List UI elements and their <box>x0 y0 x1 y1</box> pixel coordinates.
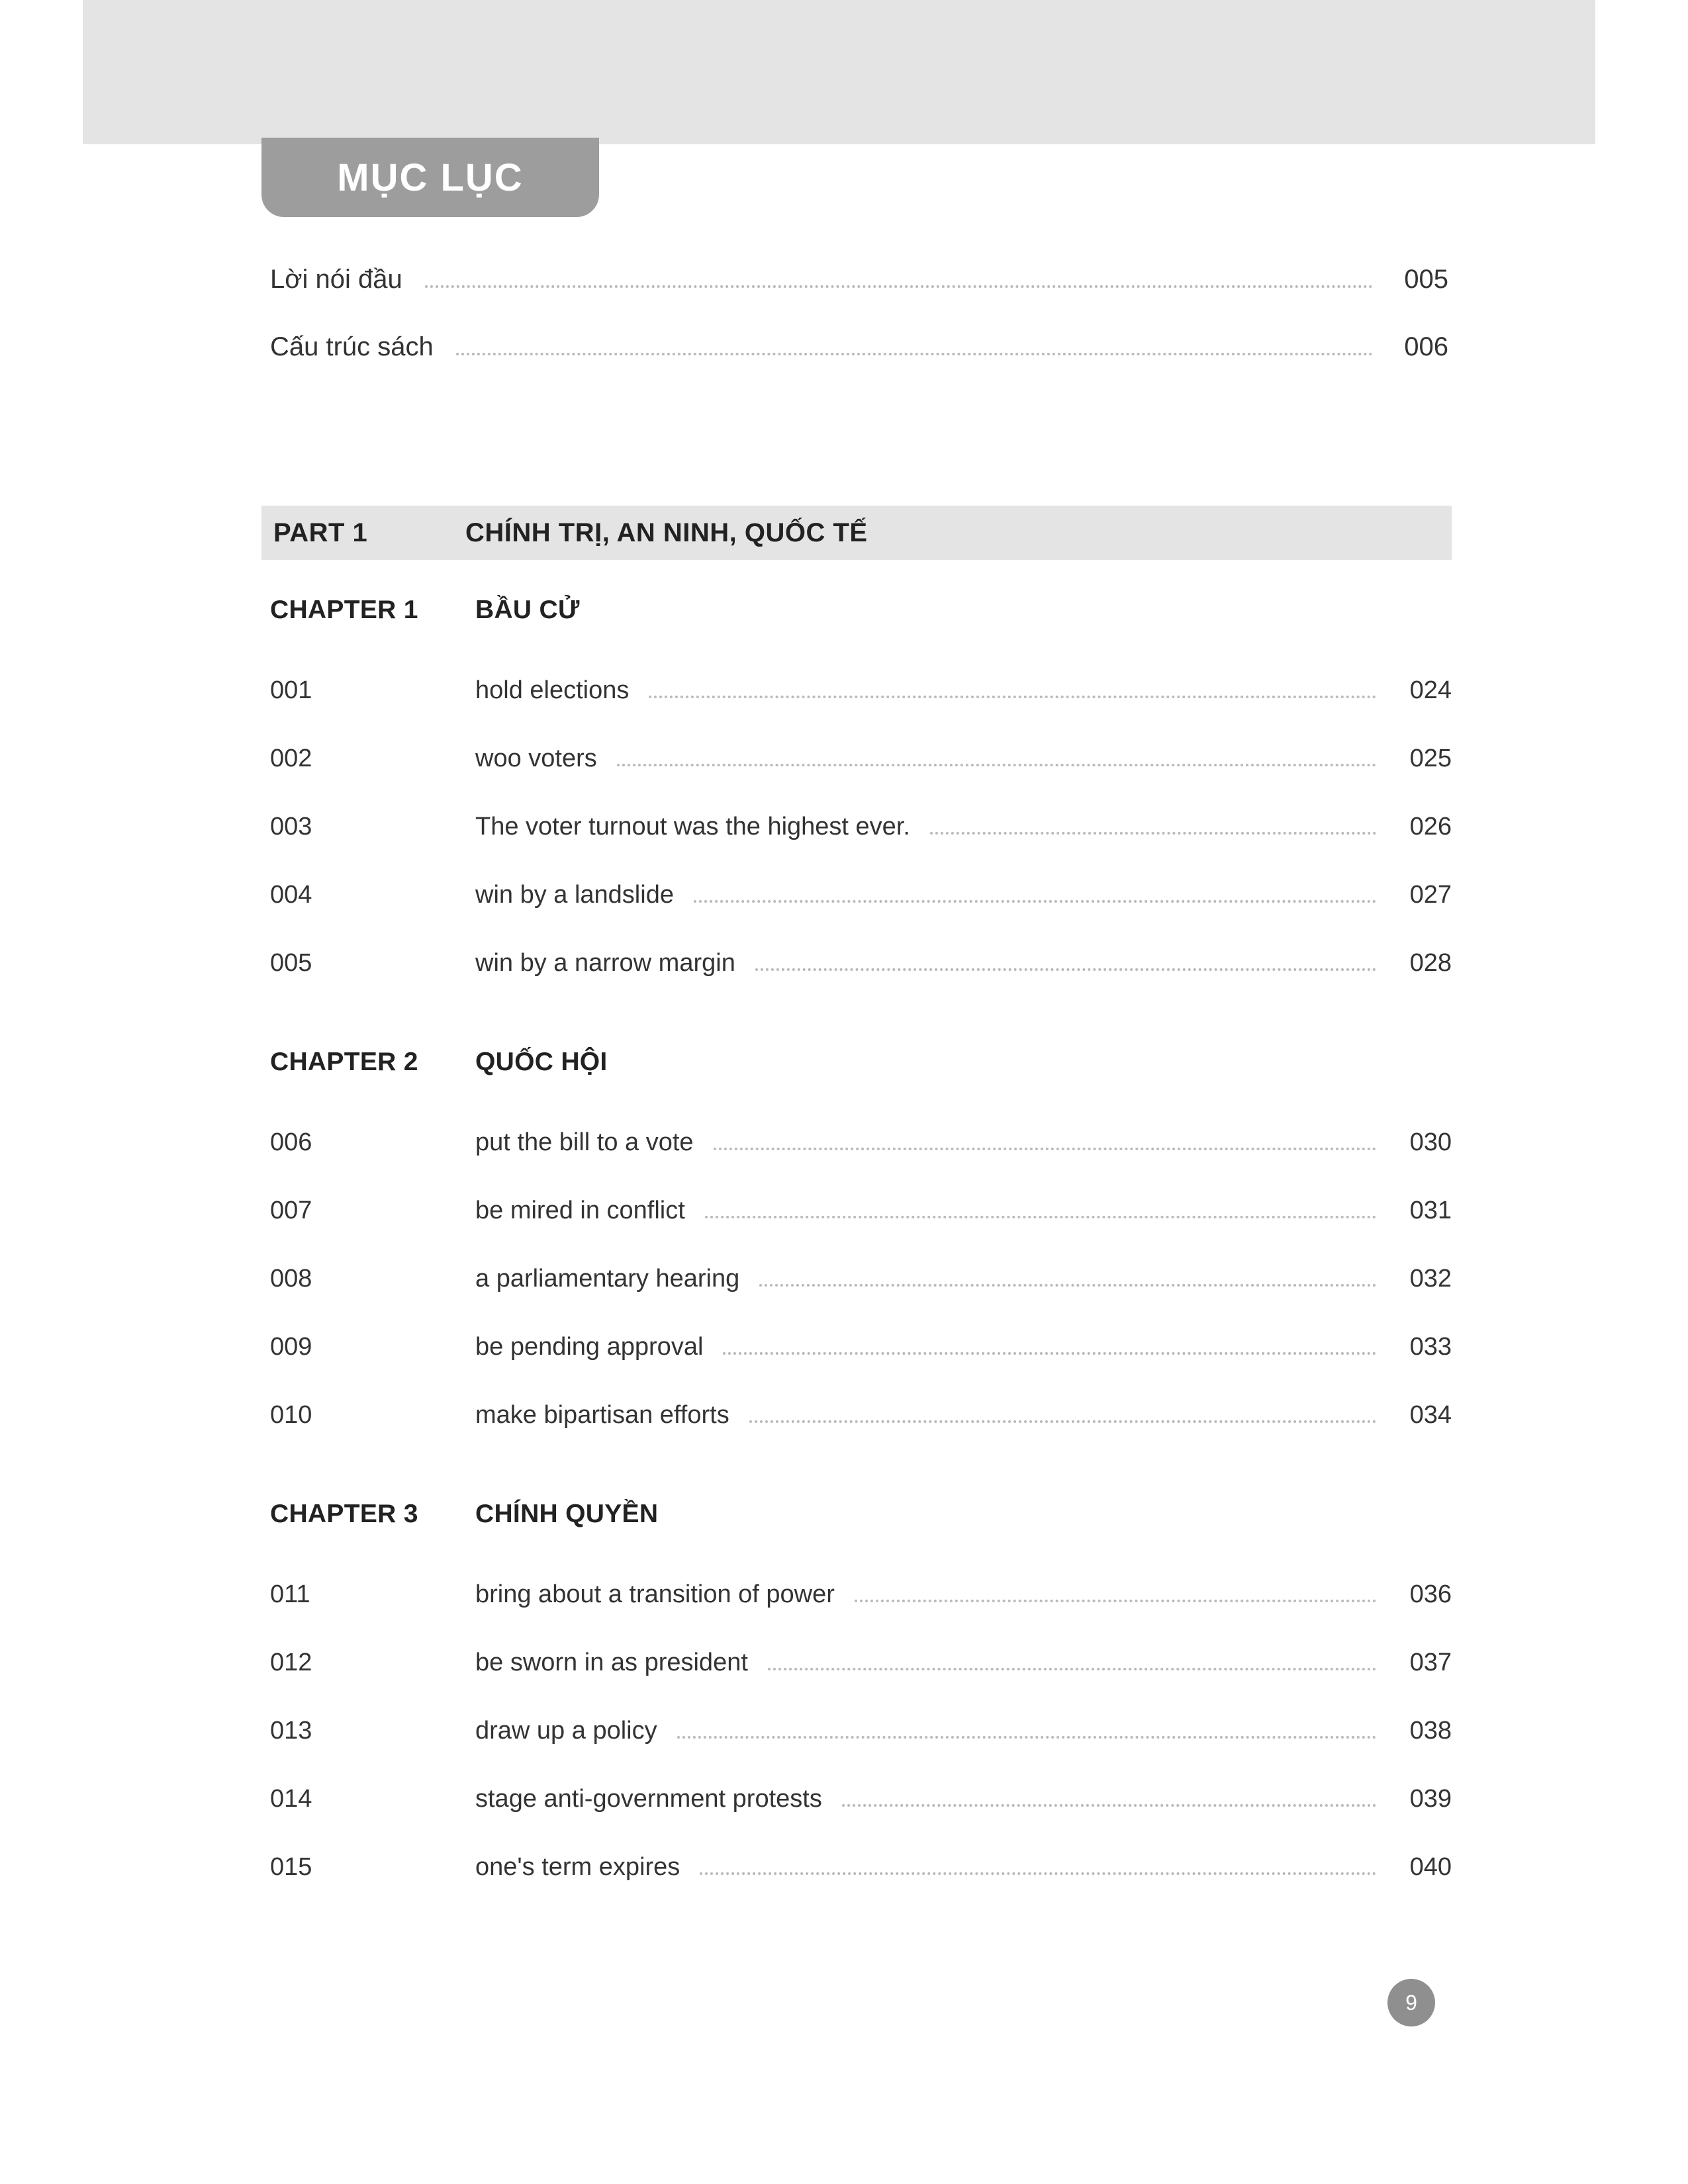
chapter-title: QUỐC HỘI <box>475 1048 608 1076</box>
entry-number: 005 <box>270 949 312 977</box>
table-row[interactable] <box>270 1265 1452 1333</box>
entry-title: a parliamentary hearing <box>475 1265 740 1293</box>
chapter-title: CHÍNH QUYỀN <box>475 1500 659 1528</box>
part-title: CHÍNH TRỊ, AN NINH, QUỐC TẾ <box>465 518 868 547</box>
entry-number: 009 <box>270 1333 312 1361</box>
page-number-badge: 9 <box>1387 1979 1435 2026</box>
entry-number: 002 <box>270 745 312 772</box>
chapter-header-1 <box>270 582 1452 676</box>
entry-title: one's term expires <box>475 1853 680 1881</box>
chapter-header-3 <box>270 1486 1452 1580</box>
entry-title: make bipartisan efforts <box>475 1401 729 1429</box>
page-title: MỤC LỤC <box>337 156 524 199</box>
table-row[interactable] <box>270 1333 1452 1401</box>
leader-dots <box>677 1735 1376 1739</box>
entry-title: hold elections <box>475 676 630 704</box>
leader-dots <box>705 1215 1376 1218</box>
leader-dots <box>759 1283 1376 1287</box>
entry-number: 001 <box>270 676 312 704</box>
table-row[interactable] <box>270 1401 1452 1469</box>
entry-page: 026 <box>1409 813 1452 841</box>
table-row[interactable] <box>270 1128 1452 1197</box>
leader-dots <box>842 1803 1376 1807</box>
section-spacer <box>270 1017 1452 1034</box>
entry-title: be mired in conflict <box>475 1197 685 1224</box>
entry-title: bring about a transition of power <box>475 1580 835 1608</box>
entry-page: 040 <box>1409 1853 1452 1881</box>
part-header <box>261 506 1452 560</box>
leader-dots <box>649 695 1376 698</box>
entry-number: 008 <box>270 1265 312 1293</box>
entry-page: 037 <box>1409 1649 1452 1676</box>
entry-page: 036 <box>1409 1580 1452 1608</box>
entry-number: 010 <box>270 1401 312 1429</box>
chapter-title: BẦU CỬ <box>475 596 580 624</box>
entry-title: woo voters <box>475 745 597 772</box>
part-number: PART 1 <box>273 518 368 547</box>
entry-page: 039 <box>1409 1785 1452 1813</box>
entry-page: 034 <box>1409 1401 1452 1429</box>
entry-title: be pending approval <box>475 1333 704 1361</box>
entry-number: 013 <box>270 1717 312 1745</box>
entry-label: Lời nói đầu <box>270 265 402 294</box>
entry-title: win by a narrow margin <box>475 949 735 977</box>
entry-page: 005 <box>1404 265 1448 294</box>
entry-number: 003 <box>270 813 312 841</box>
leader-dots <box>425 285 1373 288</box>
table-row[interactable] <box>270 1197 1452 1265</box>
table-row[interactable] <box>270 745 1452 813</box>
entry-page: 032 <box>1409 1265 1452 1293</box>
chapter-number: CHAPTER 1 <box>270 596 418 624</box>
entry-number: 007 <box>270 1197 312 1224</box>
table-row[interactable] <box>270 949 1452 1017</box>
toc-entry-book-structure[interactable] <box>270 332 1448 400</box>
leader-dots <box>700 1872 1376 1875</box>
leader-dots <box>714 1147 1376 1150</box>
leader-dots <box>768 1667 1376 1670</box>
entry-page: 038 <box>1409 1717 1452 1745</box>
table-row[interactable] <box>270 1649 1452 1717</box>
entry-page: 030 <box>1409 1128 1452 1156</box>
table-row[interactable] <box>270 1580 1452 1649</box>
entry-number: 015 <box>270 1853 312 1881</box>
entry-title: stage anti-government protests <box>475 1785 822 1813</box>
toc-title-tab <box>261 138 599 217</box>
toc-entry-foreword[interactable] <box>270 265 1448 332</box>
entry-page: 024 <box>1409 676 1452 704</box>
entry-title: be sworn in as president <box>475 1649 748 1676</box>
chapter-number: CHAPTER 2 <box>270 1048 418 1076</box>
table-row[interactable] <box>270 1785 1452 1853</box>
leader-dots <box>617 763 1376 766</box>
entry-title: put the bill to a vote <box>475 1128 694 1156</box>
entry-number: 011 <box>270 1580 310 1608</box>
chapter-header-2 <box>270 1034 1452 1128</box>
header-band <box>83 0 1595 144</box>
leader-dots <box>749 1420 1376 1423</box>
entry-page: 006 <box>1404 332 1448 361</box>
front-matter-list <box>270 265 1448 400</box>
table-row[interactable] <box>270 1717 1452 1785</box>
table-row[interactable] <box>270 881 1452 949</box>
entry-page: 025 <box>1409 745 1452 772</box>
table-row[interactable] <box>270 813 1452 881</box>
chapter-number: CHAPTER 3 <box>270 1500 418 1528</box>
entry-title: draw up a policy <box>475 1717 657 1745</box>
leader-dots <box>855 1599 1376 1602</box>
leader-dots <box>723 1351 1376 1355</box>
leader-dots <box>456 352 1373 355</box>
entry-page: 027 <box>1409 881 1452 909</box>
leader-dots <box>755 968 1376 971</box>
entry-number: 014 <box>270 1785 312 1813</box>
entry-page: 033 <box>1409 1333 1452 1361</box>
table-row[interactable] <box>270 1853 1452 1921</box>
entry-label: Cấu trúc sách <box>270 332 434 361</box>
leader-dots <box>694 899 1376 903</box>
entry-title: win by a landslide <box>475 881 674 909</box>
entry-page: 028 <box>1409 949 1452 977</box>
chapter-list <box>270 582 1452 1921</box>
table-row[interactable] <box>270 676 1452 745</box>
entry-page: 031 <box>1409 1197 1452 1224</box>
entry-number: 012 <box>270 1649 312 1676</box>
entry-number: 006 <box>270 1128 312 1156</box>
leader-dots <box>930 831 1376 835</box>
entry-number: 004 <box>270 881 312 909</box>
section-spacer <box>270 1469 1452 1486</box>
entry-title: The voter turnout was the highest ever. <box>475 813 910 841</box>
